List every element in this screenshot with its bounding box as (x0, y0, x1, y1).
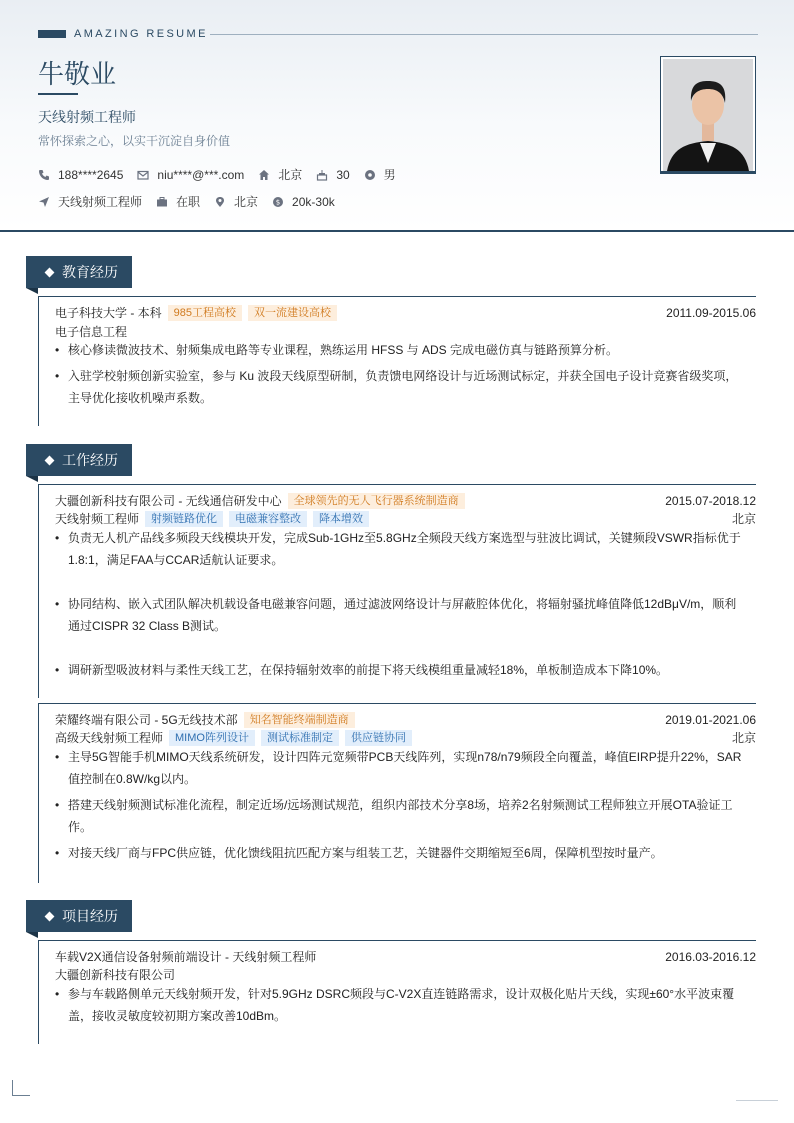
brand-divider (210, 34, 758, 35)
home-icon (258, 169, 270, 181)
age-text: 30 (336, 167, 350, 182)
candidate-title: 天线射频工程师 (38, 109, 136, 125)
role-tag: 供应链协同 (345, 730, 412, 746)
company-tag: 全球领先的无人飞行器系统制造商 (288, 493, 465, 509)
section-education-label: 教育经历 (62, 264, 118, 280)
project-header-row (55, 948, 756, 965)
brand-bar (38, 30, 66, 38)
brand-text: AMAZING RESUME (74, 28, 208, 40)
mail-icon (137, 169, 149, 181)
school-tag: 985工程高校 (168, 305, 242, 321)
role-tag: 电磁兼容整改 (229, 511, 307, 527)
salary-text: 20k-30k (292, 194, 335, 209)
send-icon (38, 196, 50, 208)
work-bullet: • 搭建天线射频测试标准化流程，制定近场/远场测试规范，组织内部技术分享8场，培养2名射频测试工程师独立开展OTA验证工作。 (55, 794, 748, 838)
work-bullet: • 协同结构、嵌入式团队解决机载设备电磁兼容问题，通过滤波网络设计与屏蔽腔体优化，将辐射骚扰峰值降低12dBμV/m，顺利通过CISPR 32 Class B测试。 (55, 593, 748, 637)
age-item (316, 168, 349, 182)
company-name: 荣耀终端有限公司 - 5G无线技术部 (55, 713, 238, 727)
phone-text: 188****2645 (58, 167, 124, 182)
photo-bottom-bar (660, 171, 756, 174)
work-role: 天线射频工程师 (55, 512, 140, 526)
profile-photo (660, 56, 756, 174)
education-period: 2011.09-2015.06 (666, 305, 756, 320)
work-block-1 (38, 484, 756, 698)
email-item (137, 168, 244, 182)
section-project-title (26, 900, 132, 932)
contact-row (38, 166, 410, 183)
target-city-text: 北京 (234, 195, 259, 209)
work-bullet: • 对接天线厂商与FPC供应链，优化馈线阻抗匹配方案与组装工艺，关键器件交期缩短至6周，保障机型按时量产。 (55, 842, 748, 864)
project-period: 2016.03-2016.12 (665, 949, 756, 964)
education-bullet: • 核心修读微波技术、射频集成电路等专业课程，熟练运用 HFSS 与 ADS 完成电磁仿真与链路预算分析。 (55, 339, 748, 361)
education-major: 电子信息工程 (55, 325, 128, 339)
section-work-label: 工作经历 (62, 452, 118, 468)
phone-item (38, 168, 123, 182)
corner-decoration (736, 1100, 778, 1101)
position-item (38, 193, 142, 210)
city-text: 北京 (278, 168, 303, 182)
work-bullet: • 主导5G智能手机MIMO天线系统研发，设计四阵元宽频带PCB天线阵列，实现n78/n79频段全向覆盖，峰值EIRP提升22%，SAR值控制在0.8W/kg以内。 (55, 746, 748, 790)
svg-text:$: $ (275, 198, 281, 207)
education-header-row (55, 304, 756, 321)
email-text: niu****@***.com (157, 167, 245, 182)
project-name: 车载V2X通信设备射频前端设计 - 天线射频工程师 (55, 950, 317, 964)
section-work-title (26, 444, 132, 476)
project-block (38, 940, 756, 1044)
school-tag: 双一流建设高校 (248, 305, 337, 321)
work-block-2 (38, 703, 756, 883)
work-role: 高级天线射频工程师 (55, 731, 164, 745)
work-role-row (55, 510, 756, 527)
section-education-title (26, 256, 132, 288)
gender-icon (364, 169, 376, 181)
project-company-row (55, 966, 756, 983)
work-header-row (55, 492, 756, 509)
education-bullet: • 入驻学校射频创新实验室，参与 Ku 波段天线原型研制，负责馈电网络设计与近场测试标定，并获全国电子设计竞赛省级奖项，主导优化接收机噪声系数。 (55, 365, 748, 409)
education-block (38, 296, 756, 426)
role-tag: 测试标准制定 (261, 730, 339, 746)
status-item (156, 193, 200, 210)
salary-item (272, 195, 335, 209)
candidate-motto: 常怀探索之心，以实干沉淀自身价值 (38, 134, 231, 148)
company-name: 大疆创新科技有限公司 - 无线通信研发中心 (55, 494, 282, 508)
gender-text: 男 (383, 168, 396, 182)
corner-decoration (12, 1080, 30, 1096)
cake-icon (316, 169, 328, 181)
candidate-name: 牛敬业 (38, 60, 117, 90)
job-intent-row (38, 193, 349, 210)
brand-line (38, 28, 758, 40)
work-role-row (55, 729, 756, 746)
diamond-icon (45, 267, 55, 277)
avatar (663, 59, 753, 171)
company-tag: 知名智能终端制造商 (244, 712, 355, 728)
project-bullet: • 参与车载路侧单元天线射频开发，针对5.9GHz DSRC频段与C-V2X直连链路需求，设计双极化贴片天线，实现±60°水平波束覆盖，接收灵敏度较初期方案改善10dBm。 (55, 983, 748, 1027)
status-text: 在职 (176, 195, 201, 209)
city-item (258, 166, 302, 183)
gender-item (364, 166, 396, 183)
role-tag: 降本增效 (313, 511, 369, 527)
position-text: 天线射频工程师 (58, 195, 143, 209)
diamond-icon (45, 455, 55, 465)
work-period: 2019.01-2021.06 (665, 712, 756, 727)
work-header-row (55, 711, 756, 728)
diamond-icon (45, 911, 55, 921)
work-bullet: • 负责无人机产品线多频段天线模块开发，完成Sub-1GHz至5.8GHz全频段天线方案选型与驻波比调试，关键频段VSWR指标优于1.8:1，满足FAA与CCAR适航认证要求。 (55, 527, 748, 571)
work-city: 北京 (731, 512, 756, 526)
phone-icon (38, 169, 50, 181)
name-underline (38, 93, 78, 95)
education-major-row (55, 323, 756, 340)
money-icon (272, 196, 284, 208)
briefcase-icon (156, 196, 168, 208)
location-pin-icon (214, 196, 226, 208)
school-name: 电子科技大学 - 本科 (55, 306, 162, 320)
section-project-label: 项目经历 (62, 908, 118, 924)
role-tag: 射频链路优化 (145, 511, 223, 527)
target-city-item (214, 193, 258, 210)
project-company: 大疆创新科技有限公司 (55, 968, 176, 982)
work-period: 2015.07-2018.12 (665, 493, 756, 508)
work-bullet: • 调研新型吸波材料与柔性天线工艺，在保持辐射效率的前提下将天线模组重量减轻18%，单板制造成本下降10%。 (55, 659, 748, 681)
work-city: 北京 (731, 731, 756, 745)
role-tag: MIMO阵列设计 (169, 730, 255, 746)
